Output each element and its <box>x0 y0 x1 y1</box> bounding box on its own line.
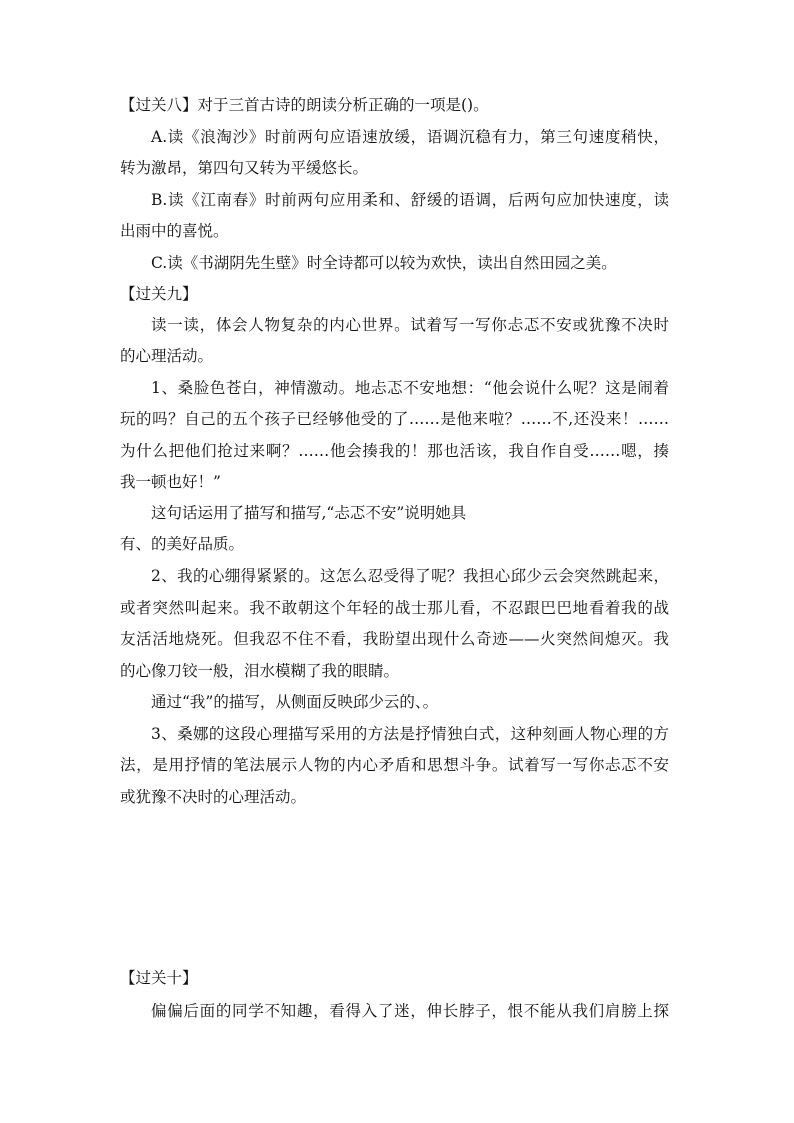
section9-item2-question: 通过“我”的描写，从侧面反映邱少云的、。 <box>151 693 439 711</box>
section9-item2-line3: 友活活地烧死。但我忍不住不看，我盼望出现什么奇迹——火突然间熄灭。我 <box>120 630 669 648</box>
section10-header: 【过关十】 <box>120 969 198 987</box>
section9-item2-line1: 2、我的心绷得紧紧的。这怎么忍受得了呢？我担心邱少云会突然跳起来， <box>151 567 669 585</box>
section9-item1-line2: 玩的吗？自己的五个孩子已经够他受的了……是他来啦？……不,还没来！…… <box>120 410 669 428</box>
section8-option-c: C.读《书湖阴先生壁》时全诗都可以较为欢快，读出自然田园之美。 <box>151 254 617 272</box>
section10-text-line1: 偏偏后面的同学不知趣，看得入了迷，伸长脖子，恨不能从我们肩膀上探 <box>151 1002 669 1020</box>
section9-item1-question-line1: 这句话运用了描写和描写,“忐忑不安”说明她具 <box>151 504 467 522</box>
section8-option-a-line1: A.读《浪淘沙》时前两句应语速放缓，语调沉稳有力，第三句速度稍快， <box>151 128 669 146</box>
section9-item1-line4: 我一顿也好！” <box>120 473 221 491</box>
section9-item2-line2: 或者突然叫起来。我不敢朝这个年轻的战士那儿看，不忍跟巴巴地看着我的战 <box>120 599 669 617</box>
section9-intro-line2: 的心理活动。 <box>120 347 214 365</box>
section8-option-b-line1: B.读《江南春》时前两句应用柔和、舒缓的语调，后两句应加快速度，读 <box>151 191 669 209</box>
section9-item3-line1: 3、桑娜的这段心理描写采用的方法是抒情独白式，这种刻画人物心理的方 <box>151 725 669 743</box>
section8-option-a-line2: 转为激昂，第四句又转为平缓悠长。 <box>120 159 369 177</box>
section9-item1-line3: 为什么把他们抢过来啊？……他会揍我的！那也活该，我自作自受……嗯，揍 <box>120 442 669 460</box>
section9-header: 【过关九】 <box>120 285 198 303</box>
section9-item1-question-line2: 有、的美好品质。 <box>120 535 245 553</box>
section9-item3-line2: 法，是用抒情的笔法展示人物的内心矛盾和思想斗争。试着写一写你忐忑不安 <box>120 756 669 774</box>
section9-item3-line3: 或犹豫不决时的心理活动。 <box>120 788 307 806</box>
section8-option-b-line2: 出雨中的喜悦。 <box>120 222 229 240</box>
section9-item2-line4: 的心像刀铰一般，泪水模糊了我的眼睛。 <box>120 662 400 680</box>
section9-item1-line1: 1、桑脸色苍白，神情激动。地忐忑不安地想：“他会说什么呢？这是闹着 <box>151 379 669 397</box>
section9-intro-line1: 读一读，体会人物复杂的内心世界。试着写一写你忐忑不安或犹豫不决时 <box>151 316 669 334</box>
section8-header: 【过关八】对于三首古诗的朗读分析正确的一项是()。 <box>120 96 489 114</box>
